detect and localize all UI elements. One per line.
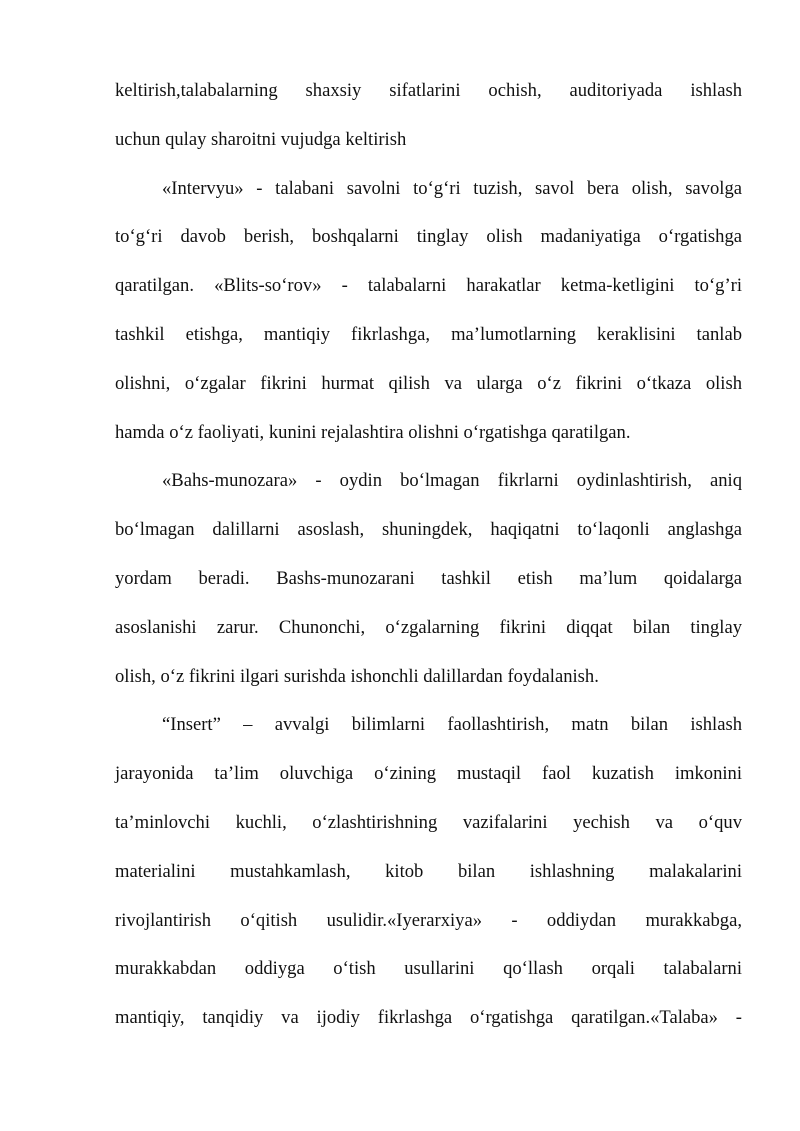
document-page [115,67,742,1043]
text-line: ta’minlovchi kuchli, o‘zlashtirishning vazifalarini yechish va o‘quv [115,811,742,833]
text-line: keltirish,talabalarning shaxsiy sifatlarini ochish, auditoriyada ishlash [115,80,742,101]
text-line: bo‘lmagan dalillarni asoslash, shuningdek, haqiqatni to‘laqonli anglashga [115,519,742,541]
text-line: olish, o‘z fikrini ilgari surishda ishonchli dalillardan foydalanish. [115,665,599,687]
text-line: murakkabdan oddiyga o‘tish usullarini qo‘llash orqali talabalarni [115,958,742,980]
text-line: tashkil etishga, mantiqiy fikrlashga, ma’lumotlarning keraklisini tanlab [115,323,742,345]
text-line: «Bahs-munozara» - oydin bo‘lmagan fikrlarni oydinlashtirish, aniq [162,470,742,492]
text-line: yordam beradi. Bashs-munozarani tashkil etish ma’lum qoidalarga [115,567,742,589]
text-line: “Insert” – avvalgi bilimlarni faollashtirish, matn bilan ishlash [162,714,742,736]
text-line: «Intervyu» - talabani savolni to‘g‘ri tuzish, savol bera olish, savolga [162,177,742,199]
text-line: asoslanishi zarur. Chunonchi, o‘zgalarning fikrini diqqat bilan tinglay [115,616,742,638]
text-line: rivojlantirish o‘qitish usulidir.«Iyerarxiya» - oddiydan murakkabga, [115,909,742,931]
text-line: qaratilgan. «Blits-so‘rov» - talabalarni harakatlar ketma-ketligini to‘g’ri [115,275,742,297]
text-line: mantiqiy, tanqidiy va ijodiy fikrlashga o‘rgatishga qaratilgan.«Talaba» - [115,1007,742,1029]
text-line: to‘g‘ri davob berish, boshqalarni tinglay olish madaniyatiga o‘rgatishga [115,226,742,248]
text-line: olishni, o‘zgalar fikrini hurmat qilish va ularga o‘z fikrini o‘tkaza olish [115,372,742,394]
text-line: jarayonida ta’lim oluvchiga o‘zining mustaqil faol kuzatish imkonini [115,763,742,785]
text-line: materialini mustahkamlash, kitob bilan ishlashning malakalarini [115,860,742,882]
text-line: hamda o‘z faoliyati, kunini rejalashtira olishni o‘rgatishga qaratilgan. [115,421,631,443]
text-line: uchun qulay sharoitni vujudga keltirish [115,128,407,150]
